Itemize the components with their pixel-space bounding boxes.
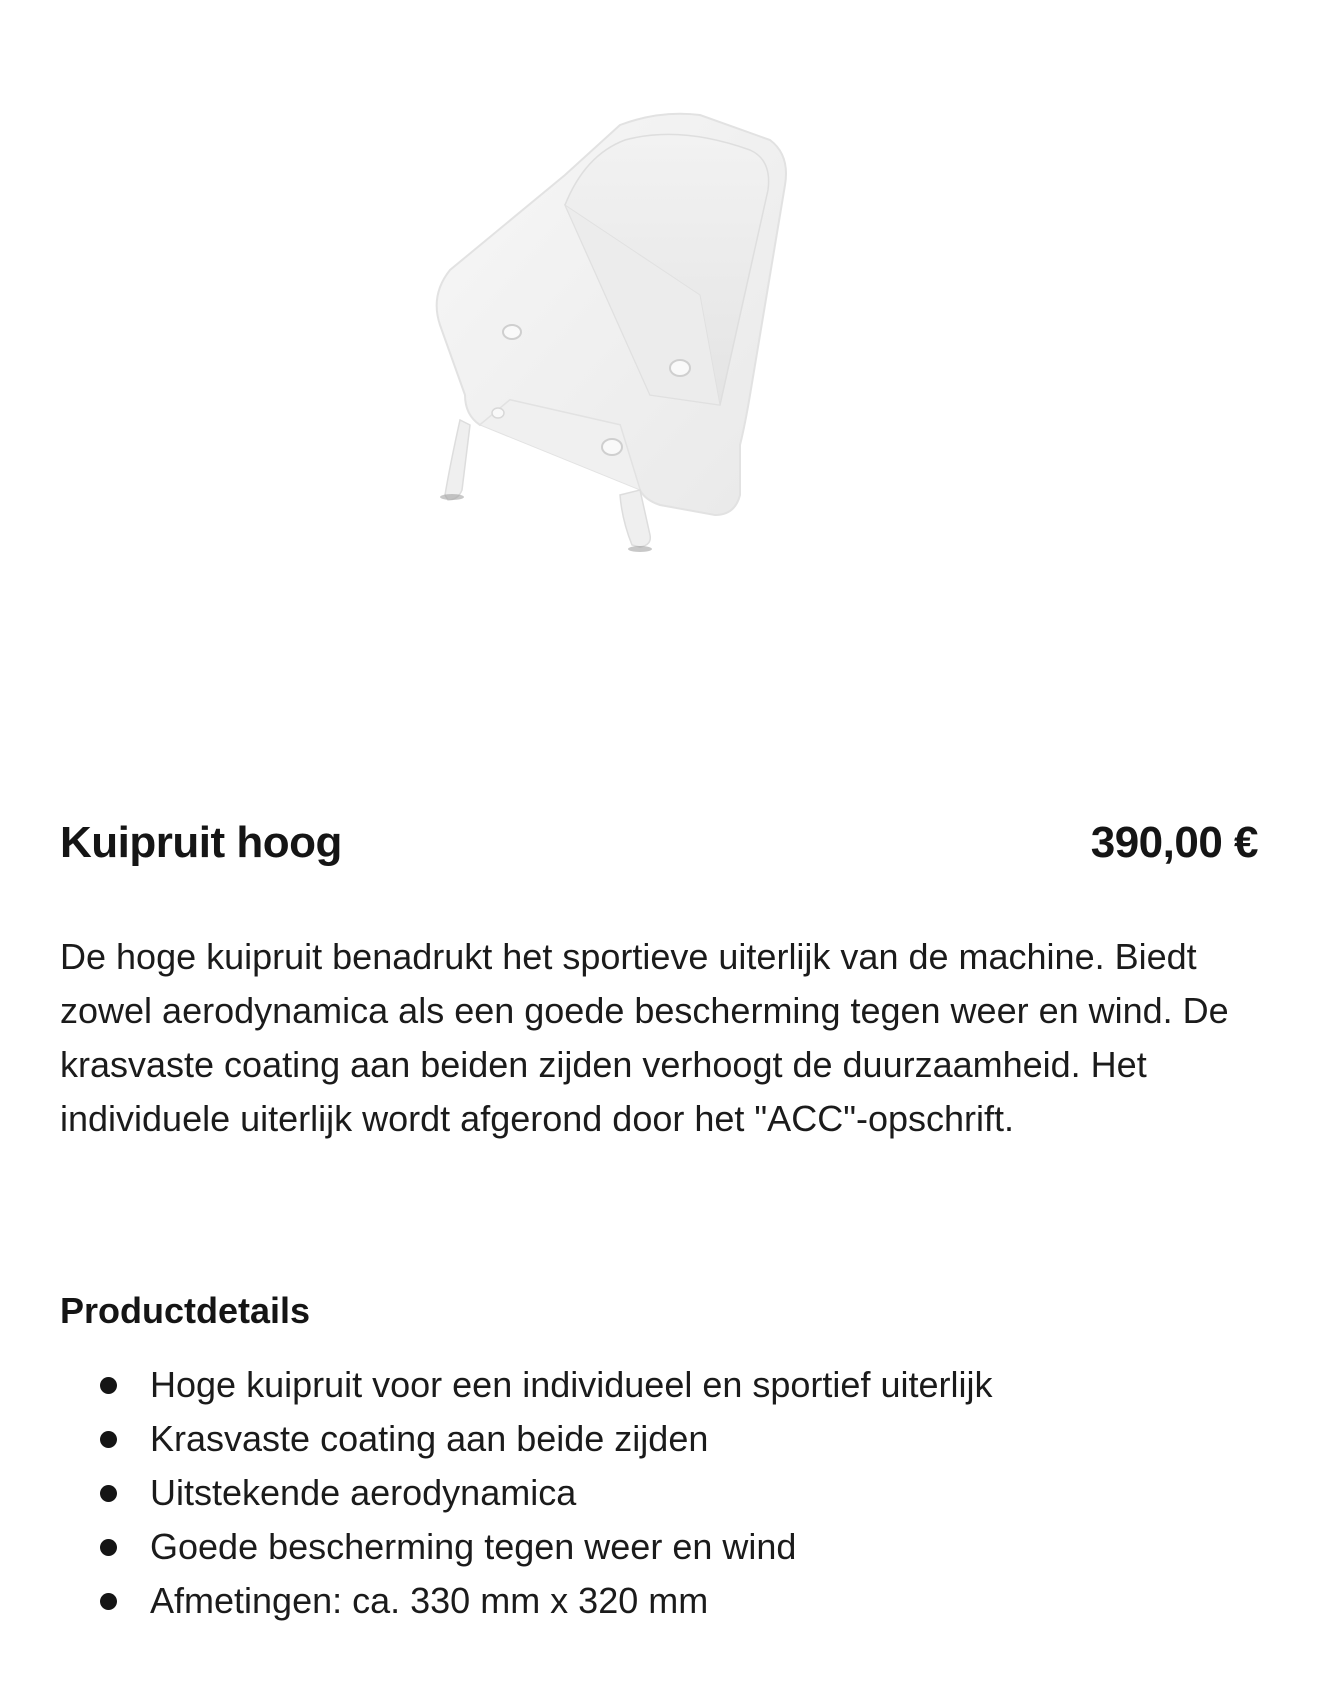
product-details-heading: Productdetails — [60, 1290, 311, 1331]
bullet-icon — [100, 1539, 117, 1556]
list-item-text: Afmetingen: ca. 330 mm x 320 mm — [150, 1580, 709, 1621]
product-price: 390,00 € — [1090, 818, 1258, 867]
list-item — [60, 1358, 992, 1412]
list-item-text: Uitstekende aerodynamica — [150, 1472, 577, 1513]
list-item-text: Krasvaste coating aan beide zijden — [150, 1418, 709, 1459]
windscreen-image — [400, 95, 880, 615]
list-item-text: Hoge kuipruit voor een individueel en sportief uiterlijk — [150, 1364, 993, 1405]
list-item-text: Goede bescherming tegen weer en wind — [150, 1526, 797, 1567]
list-item — [60, 1466, 992, 1520]
list-item — [60, 1574, 992, 1628]
bullet-icon — [100, 1485, 117, 1502]
bullet-icon — [100, 1377, 117, 1394]
list-item — [60, 1520, 992, 1574]
product-image[interactable] — [0, 0, 1320, 800]
product-title: Kuipruit hoog — [60, 818, 342, 867]
list-item — [60, 1412, 992, 1466]
bullet-icon — [100, 1593, 117, 1610]
product-header — [60, 818, 1258, 868]
bullet-icon — [100, 1431, 117, 1448]
product-details-list — [60, 1358, 992, 1628]
product-description: De hoge kuipruit benadrukt het sportieve uiterlijk van de machine. Biedt zowel aerodynamica als een goede bescherming tegen weer en wind. De krasvaste coating aan beiden zijden verhoogt de duurzaamheid. Het individuele uiterlijk wordt afgerond door het "ACC"-opschrift. — [60, 936, 1229, 1139]
